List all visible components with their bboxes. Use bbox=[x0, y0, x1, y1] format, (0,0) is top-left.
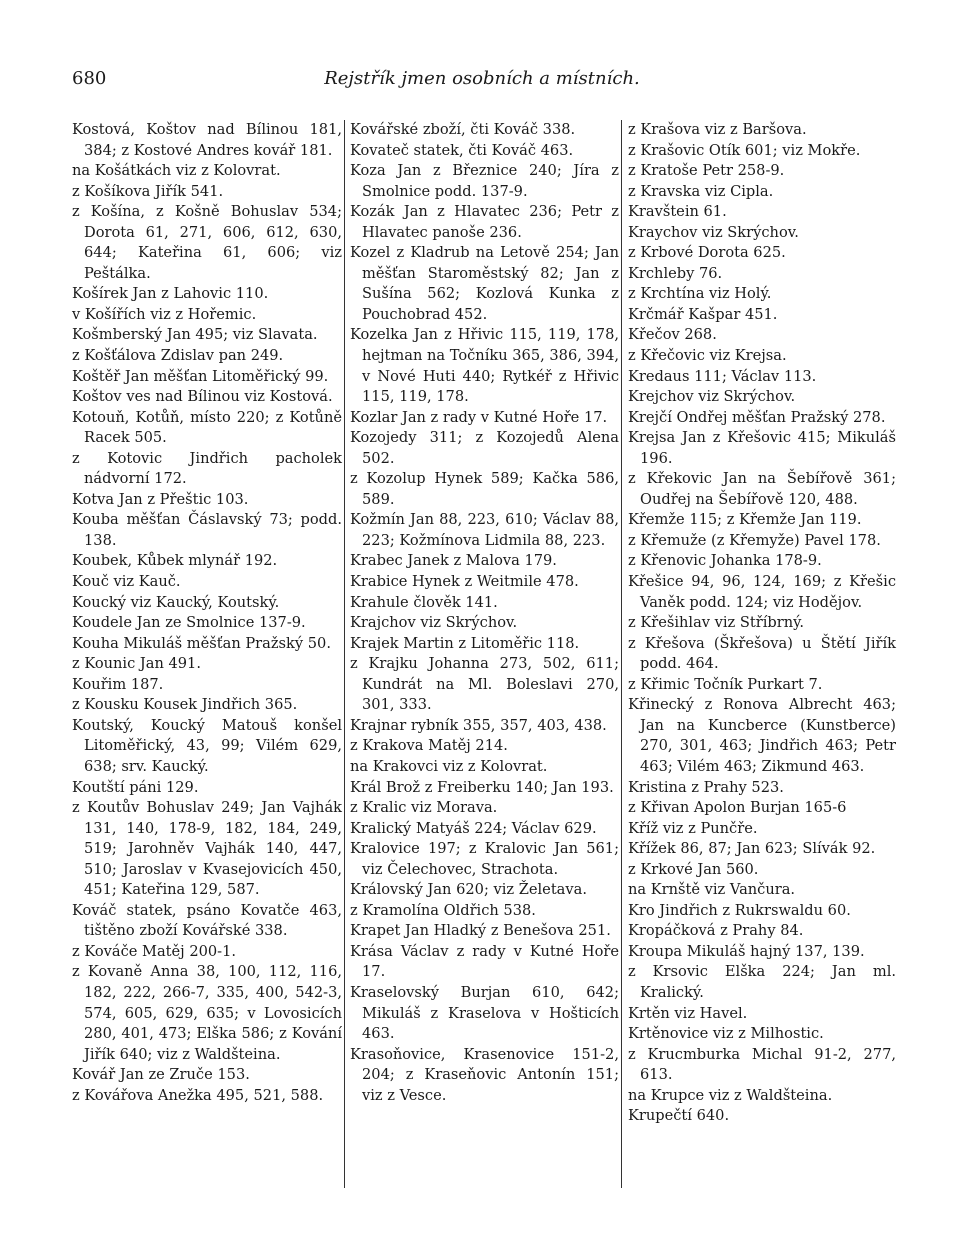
index-entry: z Krucmburka Michal 91-2, 277, 613. bbox=[628, 1045, 896, 1084]
index-entry: z Křešihlav viz Stříbrný. bbox=[628, 614, 805, 632]
index-entry: Krabice Hynek z Weitmile 478. bbox=[350, 573, 579, 591]
index-entry: Kovářské zboží, čti Kováč 338. bbox=[350, 121, 576, 138]
index-entry: z Koutův Bohuslav 249; Jan Vajhák 131, 140, 178-9, 182, 184, 249, 519; Jarohněv Vajhák 140, 447, 510; Jaroslav v Kvasejovicích 450, 451; Kateřina 129, 587. bbox=[72, 799, 342, 899]
index-entry: Křížek 86, 87; Jan 623; Slívák 92. bbox=[628, 840, 876, 858]
index-columns bbox=[72, 120, 896, 1190]
index-entry: z Krajku Johanna 273, 502, 611; Kundrát na Ml. Boleslavi 270, 301, 333. bbox=[350, 655, 619, 714]
running-title: Rejstřík jmen osobních a místních. bbox=[324, 68, 640, 89]
index-entry: Kříž viz z Punčře. bbox=[628, 819, 758, 837]
index-entry: Krahule člověk 141. bbox=[350, 593, 498, 611]
index-entry: Krejchov viz Skrýchov. bbox=[628, 388, 796, 406]
index-entry: Krtěn viz Havel. bbox=[628, 1004, 748, 1022]
index-entry: Kralický Matyáš 224; Václav 629. bbox=[350, 819, 597, 837]
index-entry: Král Brož z Freiberku 140; Jan 193. bbox=[350, 778, 614, 796]
index-entry: Kraselovský Burjan 610, 642; Mikuláš z Kraselova v Hošticích 463. bbox=[350, 983, 619, 1043]
index-entry: z Kramolína Oldřich 538. bbox=[350, 901, 536, 919]
index-entry: z Křečovic viz Krejsa. bbox=[628, 347, 787, 365]
index-entry: na Košátkách viz z Kolovrat. bbox=[72, 162, 281, 180]
index-entry: Kouha Mikuláš měšťan Pražský 50. bbox=[72, 634, 331, 652]
index-entry: Křešice 94, 96, 124, 169; z Křešic Vaněk podd. 124; viz Hodějov. bbox=[628, 573, 896, 611]
index-entry: Koza Jan z Březnice 240; Jíra z Smolnice podd. 137-9. bbox=[350, 162, 619, 200]
index-entry: Kožmín Jan 88, 223, 610; Václav 88, 223; Kožmínova Lidmila 88, 223. bbox=[350, 511, 619, 549]
index-entry: na Krupce viz z Waldšteina. bbox=[628, 1086, 833, 1104]
index-entry: z Křemuže (z Křemyže) Pavel 178. bbox=[628, 531, 881, 549]
index-entry: z Kounic Jan 491. bbox=[72, 655, 201, 673]
index-entry: z Košína, z Košně Bohuslav 534; Dorota 61, 271, 606, 612, 630, 644; Kateřina 61, 606; viz Peštálka. bbox=[72, 203, 342, 282]
index-entry: Křečov 268. bbox=[628, 326, 717, 344]
index-entry: Kro Jindřich z Rukrswaldu 60. bbox=[628, 901, 851, 919]
index-entry: Kravštein 61. bbox=[628, 203, 727, 221]
index-entry: z Křekovic Jan na Šebířově 361; Oudřej na Šebířově 120, 488. bbox=[628, 470, 896, 508]
index-entry: z Krakova Matěj 214. bbox=[350, 737, 508, 755]
index-entry: Koudele Jan ze Smolnice 137-9. bbox=[72, 614, 306, 632]
index-entry: Kozelka Jan z Hřivic 115, 119, 178, hejtman na Točníku 365, 386, 394, v Nové Huti 440; Rytkéř z Hřivic 115, 119, 178. bbox=[350, 326, 620, 406]
index-entry: z Kratoše Petr 258-9. bbox=[628, 162, 785, 180]
index-entry: Krása Václav z rady v Kutné Hoře 17. bbox=[350, 942, 619, 981]
index-entry: Kristina z Prahy 523. bbox=[628, 778, 784, 796]
index-entry: Kralovice 197; z Kralovic Jan 561; viz Čelechovec, Strachota. bbox=[350, 840, 619, 878]
index-entry: Kozel z Kladrub na Letově 254; Jan měšťan Staroměstský 82; Jan z Sušína 562; Kozlová Kunka z Pouchobrad 452. bbox=[350, 244, 619, 323]
index-entry: z Krbové Dorota 625. bbox=[628, 244, 786, 262]
index-entry: z Křenovic Johanka 178-9. bbox=[628, 552, 822, 570]
index-entry: z Kovaně Anna 38, 100, 112, 116, 182, 222, 266-7, 335, 400, 542-3, 574, 605, 629, 635; v Lovosicích 280, 401, 473; Elška 586; z Kování Jiřík 640; viz z Waldšteina. bbox=[72, 963, 342, 1063]
index-entry: z Křivan Apolon Burjan 165-6 bbox=[628, 799, 847, 817]
index-entry: Krajchov viz Skrýchov. bbox=[350, 614, 518, 632]
index-entry: Košírek Jan z Lahovic 110. bbox=[72, 285, 269, 303]
index-entry: Kozojedy 311; z Kozojedů Alena 502. bbox=[350, 429, 619, 467]
index-entry: z Kovářova Anežka 495, 521, 588. bbox=[72, 1086, 324, 1104]
index-entry: Kroupa Mikuláš hajný 137, 139. bbox=[628, 942, 865, 960]
index-entry: Koštěř Jan měšťan Litoměřický 99. bbox=[72, 367, 329, 385]
index-entry: Koubek, Kůbek mlynář 192. bbox=[72, 552, 278, 570]
index-entry: Kotva Jan z Přeštic 103. bbox=[72, 490, 249, 508]
index-entry: Krabec Janek z Malova 179. bbox=[350, 552, 557, 570]
index-entry: Krchleby 76. bbox=[628, 264, 723, 282]
index-entry: Kouč viz Kauč. bbox=[72, 573, 181, 591]
index-entry: Křinecký z Ronova Albrecht 463; Jan na Kuncberce (Kunstberce) 270, 301, 463; Jindřich 463; Petr 463; Vilém 463; Zikmund 463. bbox=[628, 696, 896, 775]
index-entry: Krapet Jan Hladký z Benešova 251. bbox=[350, 922, 611, 940]
index-entry: Křemže 115; z Křemže Jan 119. bbox=[628, 511, 862, 529]
index-entry: Kostová, Koštov nad Bílinou 181, 384; z Kostové Andres kovář 181. bbox=[72, 121, 342, 159]
page-header bbox=[72, 68, 892, 98]
index-entry: Kouřim 187. bbox=[72, 675, 164, 693]
index-entry: z Krašovic Otík 601; viz Mokře. bbox=[628, 141, 861, 159]
index-entry: z Kravska viz Cipla. bbox=[628, 182, 774, 200]
index-entry: Krajnar rybník 355, 357, 403, 438. bbox=[350, 716, 607, 734]
index-entry: z Krašova viz z Baršova. bbox=[628, 121, 807, 138]
index-entry: z Křimic Točník Purkart 7. bbox=[628, 675, 823, 693]
index-entry: z Kováče Matěj 200-1. bbox=[72, 942, 237, 960]
index-entry: Krajek Martin z Litoměřic 118. bbox=[350, 634, 580, 652]
index-entry: Košmberský Jan 495; viz Slavata. bbox=[72, 326, 318, 344]
index-entry: Krtěnovice viz z Milhostic. bbox=[628, 1025, 824, 1043]
index-entry: v Košířích viz z Hořemic. bbox=[72, 305, 257, 323]
index-entry: Kovateč statek, čti Kováč 463. bbox=[350, 141, 574, 159]
index-entry: Kotouň, Kotůň, místo 220; z Kotůně Racek 505. bbox=[72, 408, 342, 447]
index-entry: Kredaus 111; Václav 113. bbox=[628, 367, 817, 385]
index-entry: Krupečtí 640. bbox=[628, 1107, 730, 1125]
index-entry: z Křešova (Škřešova) u Štětí Jiřík podd. 464. bbox=[628, 634, 896, 673]
index-entry: Krasoňovice, Krasenovice 151-2, 204; z Kraseňovic Antonín 151; viz z Vesce. bbox=[350, 1045, 619, 1104]
index-entry: Krčmář Kašpar 451. bbox=[628, 305, 778, 323]
index-entry: Krejčí Ondřej měšťan Pražský 278. bbox=[628, 408, 886, 426]
index-entry: z Krchtína viz Holý. bbox=[628, 285, 772, 303]
index-entry: Kropáčková z Prahy 84. bbox=[628, 922, 804, 940]
index-entry: Koucký viz Kaucký, Koutský. bbox=[72, 593, 280, 611]
page-number: 680 bbox=[72, 68, 107, 89]
index-entry: Krejsa Jan z Křešovic 415; Mikuláš 196. bbox=[628, 429, 896, 467]
index-column-3 bbox=[622, 120, 896, 1127]
index-entry: Koštov ves nad Bílinou viz Kostová. bbox=[72, 388, 333, 406]
index-column-1 bbox=[72, 120, 342, 1106]
index-entry: Koutští páni 129. bbox=[72, 778, 199, 796]
index-column-2 bbox=[344, 120, 619, 1106]
index-entry: Kozák Jan z Hlavatec 236; Petr z Hlavatec panoše 236. bbox=[350, 203, 619, 241]
index-entry: na Krnště viz Vančura. bbox=[628, 881, 796, 899]
index-entry: Kováč statek, psáno Kovatče 463, tištěno zboží Kovářské 338. bbox=[72, 901, 342, 940]
index-entry: z Kotovic Jindřich pacholek nádvorní 172. bbox=[72, 449, 342, 488]
index-entry: Kraychov viz Skrýchov. bbox=[628, 223, 799, 241]
index-entry: z Kralic viz Morava. bbox=[350, 799, 498, 817]
index-entry: Kovář Jan ze Zruče 153. bbox=[72, 1066, 250, 1084]
index-entry: z Krsovic Elška 224; Jan ml. Kralický. bbox=[628, 963, 896, 1001]
index-entry: z Kousku Kousek Jindřich 365. bbox=[72, 696, 298, 714]
index-entry: z Košíkova Jiřík 541. bbox=[72, 182, 224, 200]
index-entry: z Krkové Jan 560. bbox=[628, 860, 759, 878]
index-entry: Kozlar Jan z rady v Kutné Hoře 17. bbox=[350, 408, 608, 426]
index-entry: z Košťálova Zdislav pan 249. bbox=[72, 347, 284, 365]
index-entry: z Kozolup Hynek 589; Kačka 586, 589. bbox=[350, 470, 619, 508]
index-entry: Koutský, Koucký Matouš konšel Litoměřický, 43, 99; Vilém 629, 638; srv. Kaucký. bbox=[72, 716, 342, 775]
index-entry: Královský Jan 620; viz Želetava. bbox=[350, 881, 587, 899]
index-entry: na Krakovci viz z Kolovrat. bbox=[350, 757, 548, 775]
index-entry: Kouba měšťan Čáslavský 73; podd. 138. bbox=[72, 511, 342, 549]
